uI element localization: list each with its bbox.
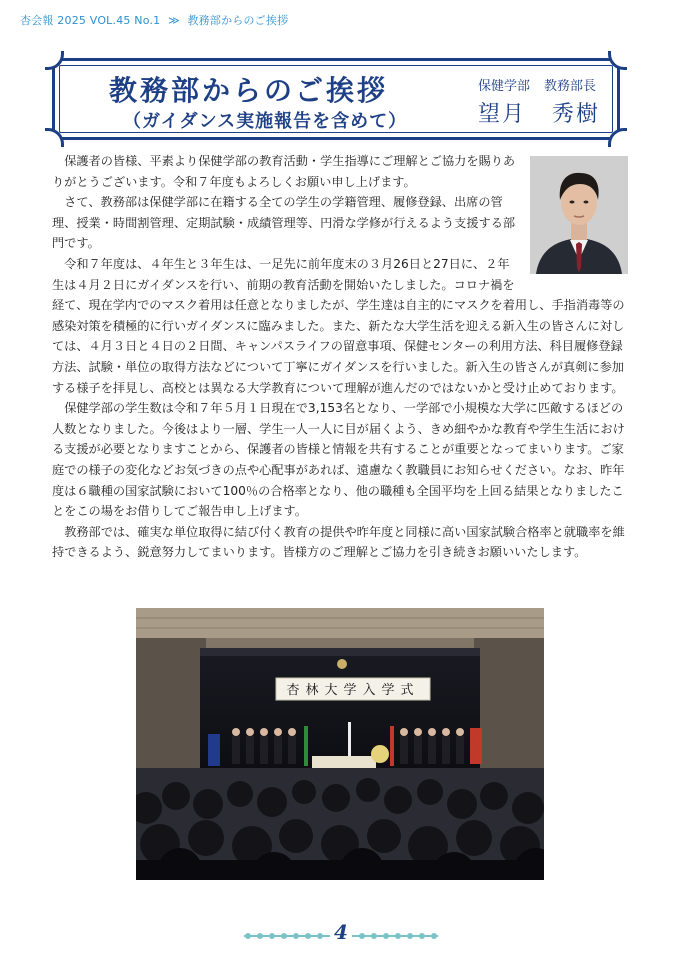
breadcrumb-separator: ≫: [168, 14, 180, 27]
section-label: 教務部からのご挨拶: [187, 14, 289, 27]
article-body: [52, 151, 630, 563]
author-role: [478, 75, 596, 94]
footer-ornament-right: [352, 931, 438, 941]
page-subtitle: （ガイダンス実施報告を含めて）: [123, 111, 408, 132]
ceremony-illustration: [136, 608, 544, 880]
page-title: 教務部からのご挨拶: [109, 74, 389, 107]
publication-label: 杏会報 2025 VOL.45 No.1: [20, 14, 161, 27]
paragraph: さて、教務部は保健学部に在籍する全ての学生の学籍管理、履修登録、出席の管理、授業・時間割管理、定期試験・成績管理等、円滑な学修が行えるよう支援する部門です。: [52, 195, 516, 251]
author-name: [478, 97, 600, 128]
author-department: 保健学部: [478, 79, 531, 94]
author-given-name: 秀樹: [552, 102, 601, 127]
author-family-name: 望月: [478, 102, 527, 127]
title-frame: [52, 58, 620, 140]
breadcrumb: [20, 12, 292, 28]
footer-ornament-left: [244, 931, 330, 941]
author-position: 教務部長: [544, 79, 597, 94]
paragraph: 保護者の皆様、平素より保健学部の教育活動・学生指導にご理解とご協力を賜りありがとうございます。令和７年度もよろしくお願い申し上げます。: [52, 154, 516, 189]
paragraph: 令和７年度は、４年生と３年生は、一足先に前年度末の３月26日と27日に、２年生は４月２日にガイダンスを行い、前期の教育活動を開始いたしました。コロナ禍を経て、現在学内でのマスク着用は任意となりましたが、学生達は自主的にマスクを着用し、手指消毒等の感染対策を積極的に行いガイダンスに臨みました。また、新たな大学生活を迎える新入生の皆さんに対しては、４月３日と４日の２日間、キャンパスライフの留意事項、保健センターの利用方法、科目履修登録方法、試験・単位の取得方法などについて丁寧にガイダンスを行いました。新入生の皆さんが真剣に参加する様子を拝見し、高校とは異なる大学教育について理解が進んだのではないかと受け止めております。: [52, 256, 625, 395]
paragraph: 保健学部の学生数は令和７年５月１日現在で3,153名となり、一学部で小規模な大学に匹敵するほどの人数となりました。今後はより一層、学生一人一人に目が届くよう、きめ細やかな教育や学生生活における支援が必要となりますことから、保護者の皆様と情報を共有することが重要となってまいります。ご家庭での様子の変化などお気づきの点や心配事があれば、遠慮なく教職員にお知らせください。なお、昨年度は６職種の国家試験において100％の合格率となり、他の職種も全国平均を上回る結果となりましたことをこの場をお借りしてご報告申し上げます。: [52, 401, 625, 519]
entrance-ceremony-photo: [136, 608, 544, 880]
paragraph: 教務部では、確実な単位取得に結び付く教育の提供や昨年度と同様に高い国家試験合格率と就職率を維持できるよう、鋭意努力してまいります。皆様方のご理解とご協力を引き続きお願いいたします。: [52, 524, 625, 560]
banner-text: 杏林大学入学式: [286, 683, 420, 698]
page-number: 4: [334, 920, 348, 944]
